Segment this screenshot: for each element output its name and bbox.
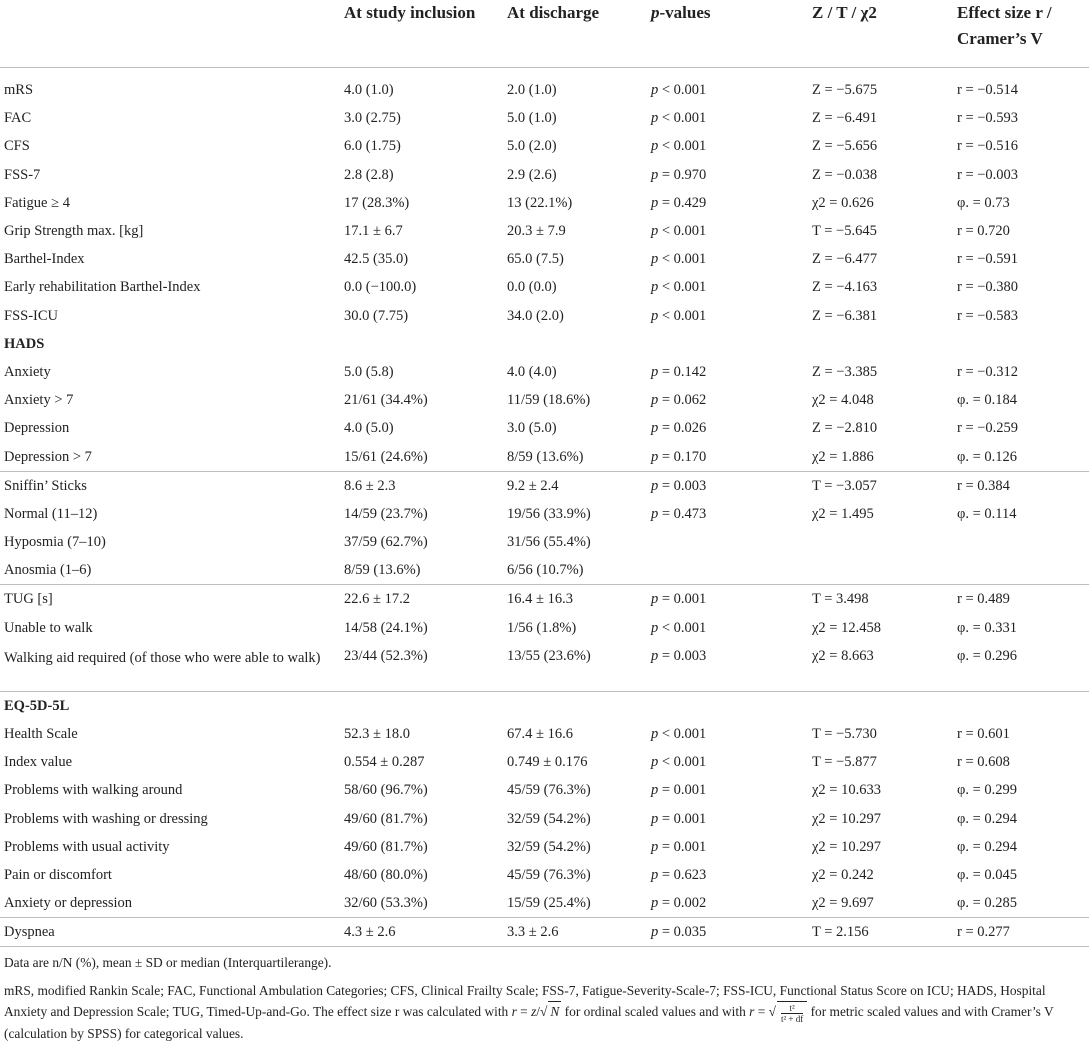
row-label: Index value (4, 754, 73, 771)
value-discharge: 0.749 ± 0.176 (507, 754, 588, 771)
p-symbol: p (651, 505, 659, 522)
value-test-statistic: Z = −6.477 (812, 251, 878, 268)
table-row (0, 614, 1089, 642)
p-symbol: p (651, 251, 659, 268)
table-row (0, 358, 1089, 386)
p-value-text: = 0.001 (661, 591, 707, 608)
value-test-statistic: χ2 = 0.242 (812, 866, 874, 883)
value-effect-size: φ. = 0.045 (957, 866, 1018, 883)
p-symbol: p (651, 110, 659, 127)
value-p (647, 776, 808, 804)
value-effect-size: r = −0.003 (957, 166, 1019, 183)
table-row (0, 861, 1089, 889)
value-discharge: 3.3 ± 2.6 (503, 918, 647, 947)
value-discharge: 19/56 (33.9%) (507, 505, 591, 522)
p-value-text: < 0.001 (661, 223, 707, 240)
p-value-text: < 0.001 (661, 279, 707, 296)
p-value-text: < 0.001 (661, 307, 707, 324)
table-header (0, 0, 1089, 68)
row-label: Anosmia (1–6) (4, 562, 92, 579)
row-label: Problems with walking around (4, 782, 183, 799)
p-value-text: < 0.001 (661, 726, 707, 743)
p-value-text: < 0.001 (661, 82, 707, 99)
row-label: Anxiety or depression (4, 895, 133, 912)
formula2-fraction (781, 1003, 803, 1024)
value-discharge: 65.0 (7.5) (507, 251, 564, 268)
value-test-statistic: χ2 = 10.297 (812, 838, 881, 855)
row-label: Barthel-Index (4, 251, 85, 268)
p-symbol: p (651, 726, 659, 743)
value-p (647, 132, 808, 160)
value-p (647, 273, 808, 301)
row-label: Sniffin’ Sticks (0, 471, 340, 500)
value-test-statistic: Z = −5.675 (812, 82, 878, 99)
value-study-inclusion: 42.5 (35.0) (344, 251, 409, 268)
p-symbol: p (651, 392, 659, 409)
p-symbol: p (651, 420, 659, 437)
table-row (0, 161, 1089, 189)
value-study-inclusion: 49/60 (81.7%) (344, 810, 428, 827)
value-test-statistic: χ2 = 9.697 (812, 895, 874, 912)
value-effect-size: r = −0.516 (957, 138, 1019, 155)
value-discharge: 20.3 ± 7.9 (507, 223, 566, 240)
value-discharge: 11/59 (18.6%) (507, 392, 591, 409)
value-study-inclusion: 8/59 (13.6%) (344, 562, 421, 579)
row-label: Depression (4, 420, 70, 437)
table-row (0, 642, 1089, 692)
value-p (647, 104, 808, 132)
value-discharge: 0.0 (0.0) (507, 279, 557, 296)
value-effect-size: φ. = 0.294 (957, 810, 1018, 827)
formula-sqrt (548, 1001, 561, 1022)
row-label: FSS-7 (4, 166, 41, 183)
value-discharge: 1/56 (1.8%) (507, 619, 577, 636)
value-discharge: 16.4 ± 16.3 (503, 585, 647, 614)
value-p (647, 528, 808, 556)
value-effect-size: φ. = 0.126 (957, 448, 1018, 465)
value-test-statistic: Z = −3.385 (812, 363, 878, 380)
p-symbol: p (651, 166, 659, 183)
table-row (0, 556, 1089, 585)
p-value-text: < 0.001 (661, 110, 707, 127)
p-value-text: = 0.429 (661, 194, 707, 211)
value-discharge: 32/59 (54.2%) (507, 810, 591, 827)
value-p (647, 748, 808, 776)
value-discharge: 2.9 (2.6) (507, 166, 557, 183)
value-study-inclusion: 14/58 (24.1%) (344, 619, 428, 636)
p-value-text: = 0.001 (661, 782, 707, 799)
row-label: Anxiety > 7 (4, 392, 74, 409)
value-effect-size: r = −0.593 (957, 110, 1019, 127)
p-value-text: < 0.001 (661, 251, 707, 268)
p-symbol: p (651, 82, 659, 99)
empty-cell (503, 691, 647, 720)
empty-cell (647, 330, 808, 358)
p-symbol: p (651, 194, 659, 211)
value-p (647, 861, 808, 889)
value-study-inclusion: 0.554 ± 0.287 (344, 754, 425, 771)
row-label: Unable to walk (4, 619, 93, 636)
value-study-inclusion: 6.0 (1.75) (344, 138, 401, 155)
p-value-text: = 0.170 (661, 448, 707, 465)
value-test-statistic: χ2 = 1.495 (812, 505, 874, 522)
footnote-abbreviations (4, 981, 1085, 1043)
header-p-symbol: p (651, 3, 660, 22)
value-effect-size: φ. = 0.285 (957, 895, 1018, 912)
value-test-statistic: χ2 = 8.663 (812, 647, 874, 664)
row-label: Hyposmia (7–10) (4, 534, 106, 551)
value-discharge: 4.0 (4.0) (507, 363, 557, 380)
value-test-statistic (808, 556, 953, 585)
value-p (647, 161, 808, 189)
value-effect-size: r = 0.720 (957, 223, 1010, 240)
value-effect-size: φ. = 0.331 (957, 619, 1018, 636)
row-label: FSS-ICU (4, 307, 58, 324)
value-test-statistic (808, 528, 953, 556)
value-effect-size: r = 0.489 (953, 585, 1089, 614)
value-discharge: 34.0 (2.0) (507, 307, 564, 324)
header-discharge: At discharge (503, 0, 647, 68)
value-study-inclusion: 32/60 (53.3%) (344, 895, 428, 912)
value-p (647, 720, 808, 748)
value-discharge: 13/55 (23.6%) (507, 647, 591, 664)
value-effect-size (953, 528, 1089, 556)
p-symbol: p (651, 279, 659, 296)
value-discharge: 13 (22.1%) (507, 194, 573, 211)
p-value-text: < 0.001 (661, 619, 707, 636)
p-value-text: < 0.001 (661, 138, 707, 155)
table-row (0, 748, 1089, 776)
value-discharge: 45/59 (76.3%) (507, 782, 591, 799)
row-label: Normal (11–12) (4, 505, 98, 522)
p-symbol: p (651, 647, 659, 664)
value-p (647, 442, 808, 471)
value-p (647, 585, 808, 614)
p-value-text: = 0.970 (661, 166, 707, 183)
value-effect-size: φ. = 0.296 (957, 647, 1018, 664)
value-test-statistic: T = −5.730 (812, 726, 877, 743)
value-effect-size: φ. = 0.184 (957, 392, 1018, 409)
value-effect-size: φ. = 0.299 (957, 782, 1018, 799)
table-row (0, 776, 1089, 804)
value-study-inclusion: 21/61 (34.4%) (344, 392, 428, 409)
value-discharge: 67.4 ± 16.6 (507, 726, 573, 743)
table-row (0, 132, 1089, 160)
value-study-inclusion: 0.0 (−100.0) (344, 279, 417, 296)
formula-slash: / (536, 1004, 541, 1020)
empty-cell (340, 691, 503, 720)
header-p-suffix: -values (659, 3, 711, 22)
value-study-inclusion: 17.1 ± 6.7 (344, 223, 403, 240)
value-study-inclusion: 52.3 ± 18.0 (344, 726, 410, 743)
row-label: CFS (4, 138, 30, 155)
formula-n-symbol: N (550, 1004, 560, 1020)
row-label: Dyspnea (0, 918, 340, 947)
value-effect-size: r = −0.583 (957, 307, 1019, 324)
value-test-statistic: Z = −5.656 (812, 138, 878, 155)
value-test-statistic: T = −5.877 (812, 754, 877, 771)
header-test-statistic: Z / T / χ2 (808, 0, 953, 68)
p-symbol: p (651, 810, 659, 827)
p-value-text: = 0.001 (661, 810, 707, 827)
value-test-statistic: χ2 = 4.048 (812, 392, 874, 409)
value-p (647, 833, 808, 861)
value-test-statistic: T = 3.498 (808, 585, 953, 614)
section-header-row (0, 330, 1089, 358)
value-study-inclusion: 37/59 (62.7%) (344, 534, 428, 551)
row-label: TUG [s] (0, 585, 340, 614)
row-label: Grip Strength max. [kg] (4, 223, 144, 240)
value-test-statistic: χ2 = 10.297 (812, 810, 881, 827)
value-test-statistic: χ2 = 10.633 (812, 782, 881, 799)
empty-cell (503, 330, 647, 358)
table-row (0, 918, 1089, 947)
formula2-equals: = (754, 1004, 769, 1020)
p-symbol: p (651, 866, 659, 883)
p-value-text: = 0.142 (661, 363, 707, 380)
value-discharge: 9.2 ± 2.4 (503, 471, 647, 500)
p-symbol: p (651, 477, 659, 494)
value-test-statistic: Z = −0.038 (812, 166, 878, 183)
header-p-values (647, 0, 808, 68)
empty-cell (808, 330, 953, 358)
formula2-sqrt (777, 1001, 807, 1023)
value-p (647, 302, 808, 330)
formula-z-symbol: z (531, 1004, 537, 1020)
p-symbol: p (651, 895, 659, 912)
value-discharge: 5.0 (2.0) (507, 138, 557, 155)
value-effect-size: r = −0.591 (957, 251, 1019, 268)
table-row (0, 302, 1089, 330)
header-label-column (0, 0, 340, 68)
table-row (0, 889, 1089, 918)
row-label: Problems with washing or dressing (4, 810, 208, 827)
table-footnotes (0, 947, 1089, 1043)
value-test-statistic: Z = −2.810 (812, 420, 878, 437)
row-label: Depression > 7 (4, 448, 92, 465)
section-label: EQ-5D-5L (0, 691, 340, 720)
value-effect-size: r = 0.608 (957, 754, 1010, 771)
value-discharge: 8/59 (13.6%) (507, 448, 584, 465)
p-value-text: = 0.035 (661, 924, 707, 941)
header-effect-size: Effect size r / Cramer’s V (953, 0, 1089, 68)
value-test-statistic: T = −3.057 (808, 471, 953, 500)
value-p (647, 642, 808, 692)
value-p (647, 414, 808, 442)
row-label: Fatigue ≥ 4 (4, 194, 70, 211)
table-row (0, 386, 1089, 414)
value-p (647, 358, 808, 386)
table-row (0, 189, 1089, 217)
value-discharge: 3.0 (5.0) (507, 420, 557, 437)
table-row (0, 217, 1089, 245)
formula-ordinal: r = z/√ N (512, 1004, 562, 1019)
table-row (0, 245, 1089, 273)
value-test-statistic: Z = −6.381 (812, 307, 878, 324)
value-effect-size: r = −0.312 (957, 363, 1019, 380)
p-value-text: = 0.062 (661, 392, 707, 409)
value-p (647, 556, 808, 585)
value-study-inclusion: 22.6 ± 17.2 (340, 585, 503, 614)
value-study-inclusion: 23/44 (52.3%) (344, 647, 428, 664)
row-label: mRS (4, 82, 34, 99)
row-label: Pain or discomfort (4, 866, 112, 883)
value-p (647, 918, 808, 947)
value-test-statistic: χ2 = 12.458 (812, 619, 881, 636)
value-effect-size (953, 556, 1089, 585)
value-study-inclusion: 30.0 (7.75) (344, 307, 409, 324)
value-p (647, 500, 808, 528)
empty-cell (340, 330, 503, 358)
table-row (0, 414, 1089, 442)
value-study-inclusion: 2.8 (2.8) (344, 166, 394, 183)
table-row (0, 104, 1089, 132)
formula2-numerator: t² (781, 1003, 803, 1014)
table-row (0, 528, 1089, 556)
row-label: Problems with usual activity (4, 838, 170, 855)
section-label: HADS (4, 335, 45, 352)
value-effect-size: r = −0.514 (957, 82, 1019, 99)
p-symbol: p (651, 138, 659, 155)
value-test-statistic: χ2 = 1.886 (812, 448, 874, 465)
value-effect-size: φ. = 0.114 (957, 505, 1017, 522)
value-test-statistic: T = 2.156 (808, 918, 953, 947)
empty-cell (953, 330, 1089, 358)
p-symbol: p (651, 223, 659, 240)
table-row (0, 833, 1089, 861)
row-label: Health Scale (4, 726, 78, 743)
p-value-text: = 0.003 (661, 477, 707, 494)
formula2-r-symbol: r (749, 1004, 755, 1020)
value-p (647, 189, 808, 217)
value-p (647, 614, 808, 642)
value-test-statistic: T = −5.645 (812, 223, 877, 240)
footnote-end-text: for metric scaled values and with Cramer’s V (calculation by SPSS) for categorical values. (4, 1004, 1054, 1041)
row-label: Walking aid required (of those who were able to walk) (4, 649, 321, 666)
value-effect-size: r = −0.259 (957, 420, 1019, 437)
table-row (0, 500, 1089, 528)
value-discharge: 31/56 (55.4%) (507, 534, 591, 551)
p-symbol: p (651, 307, 659, 324)
empty-cell (808, 691, 953, 720)
value-test-statistic: Z = −6.491 (812, 110, 878, 127)
value-study-inclusion: 3.0 (2.75) (344, 110, 401, 127)
value-effect-size: φ. = 0.294 (957, 838, 1018, 855)
section-header-row (0, 691, 1089, 720)
value-effect-size: r = −0.380 (957, 279, 1019, 296)
p-value-text: = 0.623 (661, 866, 707, 883)
value-p (647, 471, 808, 500)
value-p (647, 889, 808, 918)
p-value-text: < 0.001 (661, 754, 707, 771)
p-value-text: = 0.002 (661, 895, 707, 912)
value-p (647, 217, 808, 245)
value-p (647, 68, 808, 105)
footnote-abbrev-text: mRS, modified Rankin Scale; FAC, Functional Ambulation Categories; CFS, Clinical Frailty Scale; FSS-7, Fatigue-Severity-Scale-7; FSS-ICU, Functional Status Score on ICU; HADS, Hospital Anxiety and Depression Scale; TUG, Timed-Up-and-Go. The effect size r was calculated with (4, 983, 1046, 1020)
row-label: Anxiety (4, 363, 51, 380)
table-row (0, 471, 1089, 500)
table-row (0, 442, 1089, 471)
empty-cell (953, 691, 1089, 720)
p-value-text: = 0.003 (661, 647, 707, 664)
table-row (0, 273, 1089, 301)
value-effect-size: r = 0.277 (953, 918, 1089, 947)
value-discharge: 5.0 (1.0) (507, 110, 557, 127)
value-study-inclusion: 8.6 ± 2.3 (340, 471, 503, 500)
p-symbol: p (651, 363, 659, 380)
table-row (0, 720, 1089, 748)
value-p (647, 386, 808, 414)
value-effect-size: r = 0.601 (957, 726, 1010, 743)
formula2-denominator: t² + df (780, 1013, 804, 1024)
value-test-statistic: χ2 = 0.626 (812, 194, 874, 211)
value-p (647, 245, 808, 273)
value-study-inclusion: 49/60 (81.7%) (344, 838, 428, 855)
p-symbol: p (651, 619, 659, 636)
p-symbol: p (651, 838, 659, 855)
p-value-text: = 0.026 (661, 420, 707, 437)
value-study-inclusion: 4.3 ± 2.6 (340, 918, 503, 947)
value-study-inclusion: 4.0 (1.0) (344, 82, 394, 99)
table-row (0, 68, 1089, 105)
value-study-inclusion: 48/60 (80.0%) (344, 866, 428, 883)
table-row (0, 585, 1089, 614)
value-study-inclusion: 58/60 (96.7%) (344, 782, 428, 799)
p-symbol: p (651, 591, 659, 608)
p-symbol: p (651, 782, 659, 799)
p-symbol: p (651, 754, 659, 771)
value-p (647, 805, 808, 833)
value-study-inclusion: 14/59 (23.7%) (344, 505, 428, 522)
value-effect-size: φ. = 0.73 (957, 194, 1010, 211)
value-study-inclusion: 5.0 (5.8) (344, 363, 394, 380)
value-discharge: 32/59 (54.2%) (507, 838, 591, 855)
formula-equals: = (516, 1004, 532, 1020)
p-value-text: = 0.001 (661, 838, 707, 855)
p-symbol: p (651, 924, 659, 941)
value-effect-size: r = 0.384 (953, 471, 1089, 500)
formula-metric: r = √ $\frac{\text{t²}}{\text{t² + df}}$ (749, 1004, 807, 1019)
table-body (0, 68, 1089, 947)
header-study-inclusion: At study inclusion (340, 0, 503, 68)
value-discharge: 6/56 (10.7%) (507, 562, 584, 579)
value-discharge: 15/59 (25.4%) (507, 895, 591, 912)
value-test-statistic: Z = −4.163 (812, 279, 878, 296)
value-discharge: 2.0 (1.0) (507, 82, 557, 99)
table-row (0, 805, 1089, 833)
value-study-inclusion: 17 (28.3%) (344, 194, 410, 211)
footnote-data-format: Data are n/N (%), mean ± SD or median (Interquartilerange). (4, 955, 332, 971)
value-study-inclusion: 15/61 (24.6%) (344, 448, 428, 465)
empty-cell (647, 691, 808, 720)
footnote-mid-text: for ordinal scaled values and with (561, 1004, 750, 1020)
value-discharge: 45/59 (76.3%) (507, 866, 591, 883)
p-value-text: = 0.473 (661, 505, 707, 522)
value-study-inclusion: 4.0 (5.0) (344, 420, 394, 437)
row-label: FAC (4, 110, 32, 127)
header-row (0, 0, 1089, 68)
p-symbol: p (651, 448, 659, 465)
row-label: Early rehabilitation Barthel-Index (4, 279, 201, 296)
formula-r-symbol: r (511, 1004, 517, 1020)
